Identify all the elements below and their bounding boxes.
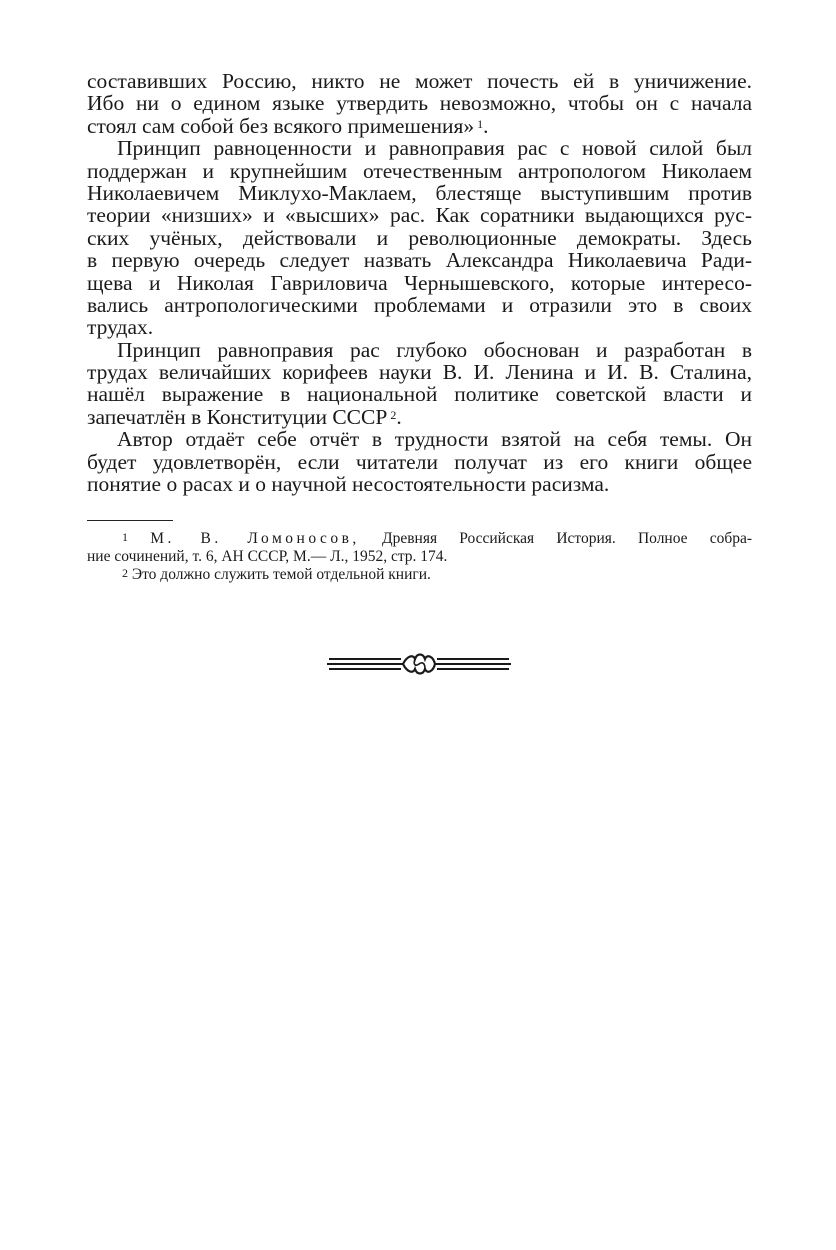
text-line: теории «низших» и «высших» рас. Как соратники выдающихся рус- <box>87 203 752 228</box>
text-line: щева и Николая Гавриловича Чернышевского, которые интересо- <box>87 270 752 295</box>
text-line: поддержан и крупнейшим отечественным антропологом Николаем <box>87 158 752 183</box>
text-line: Принцип равноценности и равноправия рас с новой силой был <box>117 136 752 161</box>
text-line: трудах. <box>87 315 154 340</box>
text-line: вались антропологическими проблемами и отразили это в своих <box>87 292 752 317</box>
text-line: нашёл выражение в национальной политике советской власти и <box>87 382 752 407</box>
text-line: Автор отдаёт себе отчёт в трудности взятой на себя темы. Он <box>117 427 752 452</box>
paragraph-3 <box>87 339 752 429</box>
footnotes <box>87 530 752 584</box>
text-line: трудах величайших корифеев науки В. И. Ленина и И. В. Сталина, <box>87 360 752 385</box>
text-line: понятие о расах и о научной несостоятельности расизма. <box>87 472 610 497</box>
footnote-author: М. В. Ломоносов, <box>150 530 360 548</box>
text-line: Принцип равноправия рас глубоко обоснован и разработан в <box>117 337 752 362</box>
text-line: ских учёных, действовали и революционные демократы. Здесь <box>87 225 752 250</box>
page-content <box>87 70 752 584</box>
text-line: составивших Россию, никто не может почесть ей в уничижение. <box>87 69 752 93</box>
text-line: запечатлён в Конституции СССР $^2$. <box>87 404 402 429</box>
text-line: будет удовлетворён, если читатели получат из его книги общее <box>87 449 752 474</box>
paragraph-1 <box>87 70 752 137</box>
paragraph-2 <box>87 137 752 339</box>
text-line: стоял сам собой без всякого примешения» $^1$. <box>87 113 489 138</box>
paragraph-4 <box>87 428 752 495</box>
text-line: в первую очередь следует назвать Александра Николаевича Ради- <box>87 248 752 273</box>
footnote-divider <box>87 520 173 521</box>
footnote-mark-2: 2 <box>122 566 128 581</box>
footnote-1-continued: ние сочинений, т. 6, АН СССР, М.— Л., 1952, стр. 174. <box>87 548 448 566</box>
ornament-divider-icon <box>327 650 511 680</box>
footnote-1: $^1$ М. В. Ломоносов, Древняя Российская История. Полное собра- <box>122 530 753 548</box>
footnote-2: $^2$ Это должно служить темой отдельной книги. <box>122 566 431 584</box>
text-line: Николаевичем Миклухо-Маклаем, блестяще выступившим против <box>87 180 752 205</box>
footnote-ref-2[interactable]: 2 <box>390 407 397 422</box>
text-line: Ибо ни о едином языке утвердить невозможно, чтобы он с начала <box>87 91 752 116</box>
footnote-mark-1: 1 <box>122 530 128 545</box>
footnote-ref-1[interactable]: 1 <box>477 116 484 131</box>
